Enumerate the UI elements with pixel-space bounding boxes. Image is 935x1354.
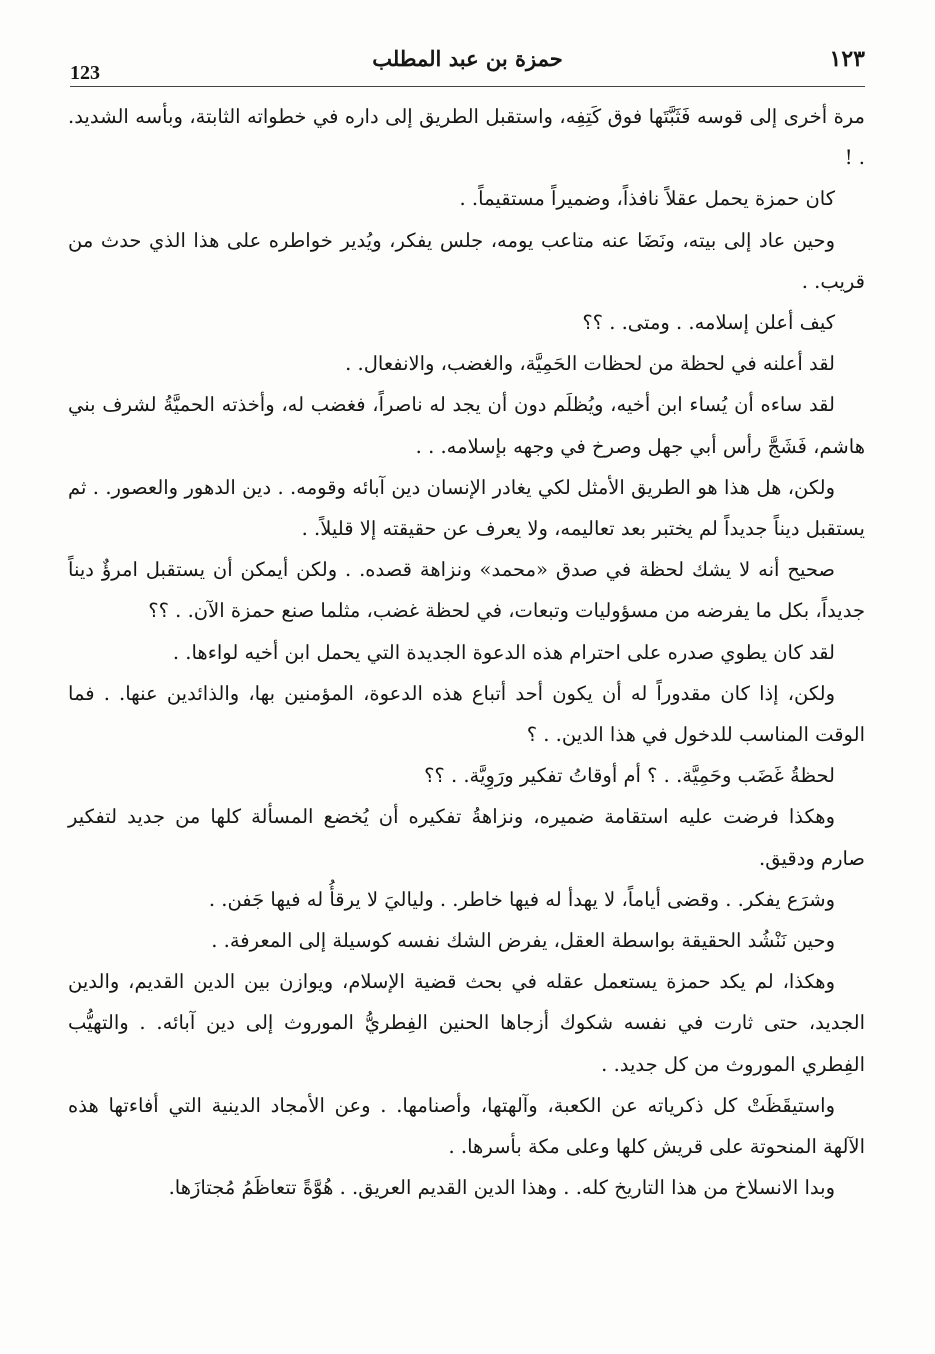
paragraph: وحين نَنْشُد الحقيقة بواسطة العقل، يفرض الشك نفسه كوسيلة إلى المعرفة. . xyxy=(211,929,835,953)
paragraph: وهكذا، لم يكد حمزة يستعمل عقله في بحث قضية الإسلام، ويوازن بين الدين القديم، والدين الجديد، حتى ثارت في نفسه شكوك أزجاها الحنين الفِطريُّ الموروث إلى دين آبائه. . والتهيُّب الفِطري الموروث من كل جديد. . xyxy=(68,970,865,1076)
paragraph: وحين عاد إلى بيته، ونَضَا عنه متاعب يومه، جلس يفكر، ويُدير خواطره على هذا الذي حدث من قريب. . xyxy=(68,228,865,293)
paragraph: ولكن، هل هذا هو الطريق الأمثل لكي يغادر الإنسان دين آبائه وقومه. . دين الدهور والعصور. . ثم يستقبل ديناً جديداً لم يختبر بعد تعاليمه، ولا يعرف عن حقيقته إلا قليلاً. . xyxy=(68,475,865,541)
paragraph: وهكذا فرضت عليه استقامة ضميره، ونزاهةُ تفكيره أن يُخضع المسألة كلها من جديد لتفكير صارم ودقيق. xyxy=(68,805,865,870)
body-text xyxy=(68,96,865,1208)
running-header xyxy=(70,44,865,78)
paragraph: لقد كان يطوي صدره على احترام هذه الدعوة الجديدة التي يحمل ابن أخيه لواءها. . xyxy=(172,640,835,664)
paragraph: مرة أخرى إلى قوسه فَثَبَّتَها فوق كَتِفِه، واستقبل الطريق إلى داره في خطواته الثابتة، وبأسه الشديد. . ! xyxy=(68,105,865,170)
paragraph: لقد أعلنه في لحظة من لحظات الحَمِيَّة، والغضب، والانفعال. . xyxy=(345,352,835,376)
paragraph: صحيح أنه لا يشك لحظة في صدق «محمد» ونزاهة قصده. . ولكن أيمكن أن يستقبل امرؤٌ ديناً جديداً، بكل ما يفرضه من مسؤوليات وتبعات، في لحظة غضب، مثلما صنع حمزة الآن. . ؟؟ xyxy=(68,558,865,623)
paragraph: ولكن، إذا كان مقدوراً له أن يكون أحد أتباع هذه الدعوة، المؤمنين بها، والذائدين عنها. . فما الوقت المناسب للدخول في هذا الدين. . ؟ xyxy=(68,681,865,747)
page-number-latin: 123 xyxy=(70,62,100,84)
paragraph: كيف أعلن إسلامه. . ومتى. . ؟؟ xyxy=(582,311,835,335)
paragraph: كان حمزة يحمل عقلاً نافذاً، وضميراً مستقيماً. . xyxy=(459,187,835,211)
paragraph: لحظةُ غَضَب وحَمِيَّة. . ؟ أم أوقاتُ تفكير ورَوِيَّة. . ؟؟ xyxy=(424,764,835,788)
page-number-arabic: ١٢٣ xyxy=(829,46,865,72)
header-divider xyxy=(70,86,865,87)
paragraph: لقد ساءه أن يُساء ابن أخيه، ويُظلَم دون أن يجد له ناصراً، فغضب له، وأخذته الحميَّةُ لشرف بني هاشم، فَشَجَّ رأس أبي جهل وصرخ في وجهه بإسلامه. . . xyxy=(68,393,865,458)
paragraph: واستيقَظَتْ كل ذكرياته عن الكعبة، وآلهتها، وأصنامها. . وعن الأمجاد الدينية التي أفاءتها هذه الآلهة المنحوتة على قريش كلها وعلى مكة بأسرها. . xyxy=(68,1093,865,1159)
paragraph: وشرَع يفكر. . وقضى أياماً، لا يهدأ له فيها خاطر. . ولياليَ لا يرقأُ له فيها جَفن. . xyxy=(208,887,835,911)
paragraph: وبدا الانسلاخ من هذا التاريخ كله. . وهذا الدين القديم العريق. . هُوَّةً تتعاظَمُ مُجتازَها. xyxy=(168,1176,835,1200)
running-title: حمزة بن عبد المطلب xyxy=(372,46,563,71)
